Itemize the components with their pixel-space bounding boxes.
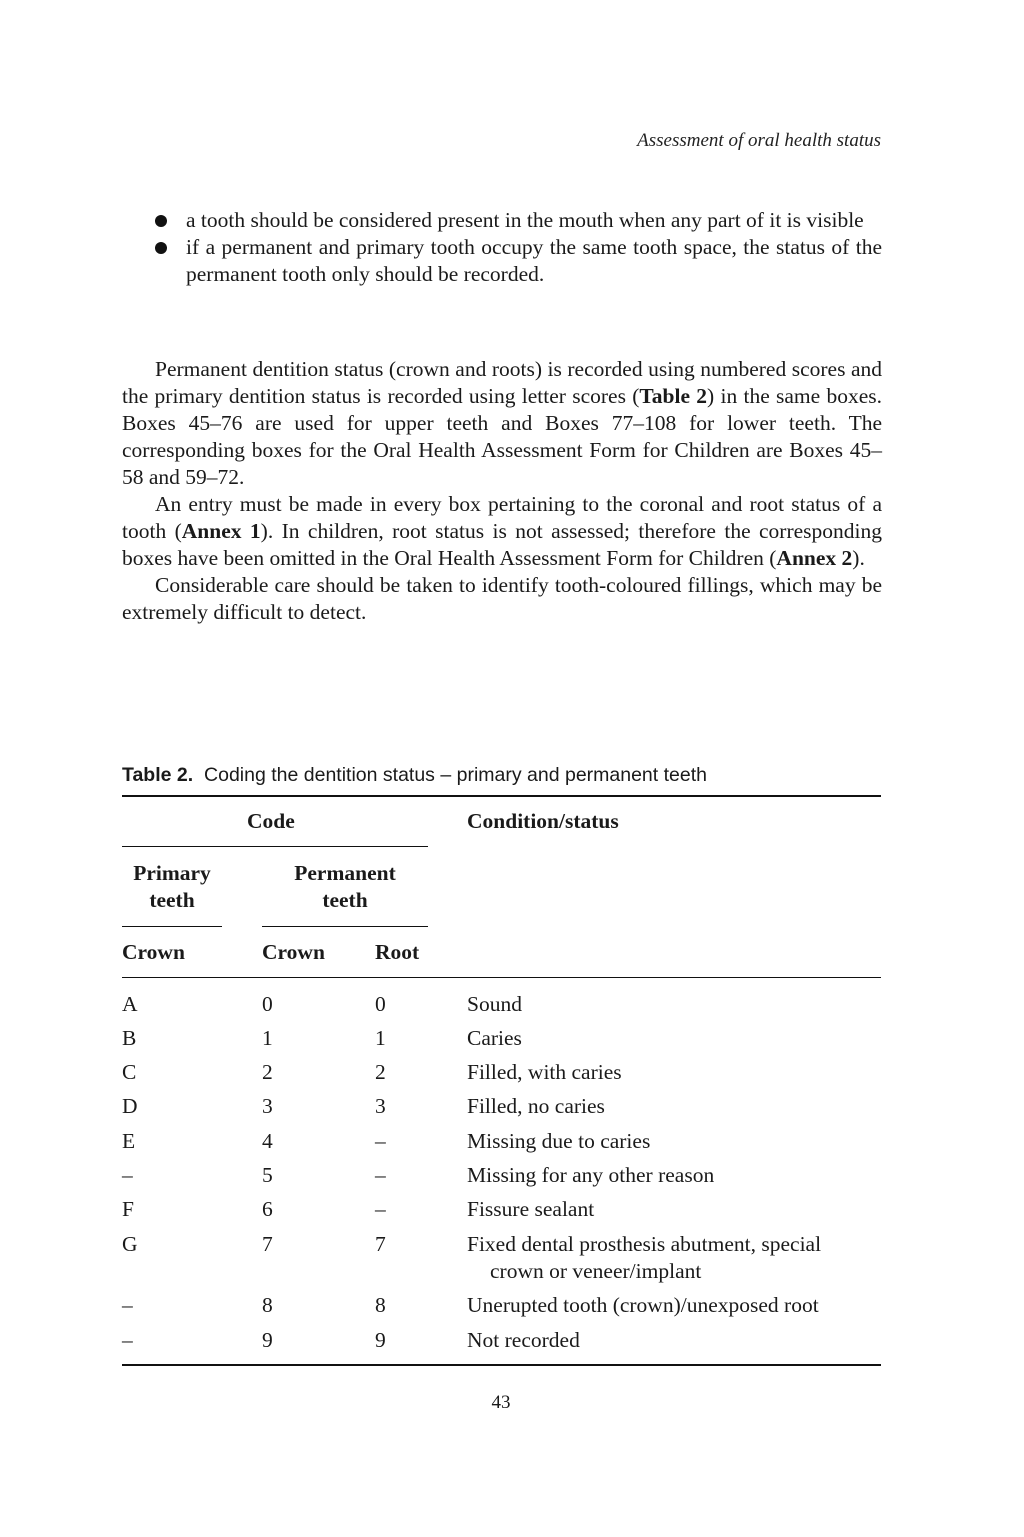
cell-crown: 8 <box>262 1293 273 1317</box>
paragraph-text: ) in the same boxes. Boxes 45–76 are used for upper teeth and Boxes 77–108 for lower teeth. The corresponding boxes for the Oral Health Assessment Form for Children are Boxes 45–58 and 59–72. <box>122 384 882 489</box>
bullet-text: a tooth should be considered present in the mouth when any part of it is visible <box>186 208 864 232</box>
header-permanent-line2: teeth <box>322 888 368 912</box>
bullet-text: if a permanent and primary tooth occupy the same tooth space, the status of the permanent tooth only should be recorded. <box>186 235 882 286</box>
table-reference: Table 2 <box>639 384 708 408</box>
cell-status: Fissure sealant <box>467 1197 595 1221</box>
paragraph <box>122 356 882 491</box>
table-caption-text: Coding the dentition status – primary and permanent teeth <box>204 764 707 786</box>
cell-root: 8 <box>375 1293 386 1317</box>
cell-primary: B <box>122 1026 137 1050</box>
cell-primary: D <box>122 1094 138 1118</box>
cell-crown: 5 <box>262 1163 273 1187</box>
cell-status: Caries <box>467 1026 522 1050</box>
page-number: 43 <box>491 1392 511 1413</box>
paragraph-text: Permanent dentition status (crown and roots) is recorded using numbered scores and the primary dentition status is recorded using letter scores ( <box>122 357 882 408</box>
header-condition: Condition/status <box>467 809 619 833</box>
cell-status-continuation: crown or veneer/implant <box>490 1259 702 1283</box>
cell-status: Unerupted tooth (crown)/unexposed root <box>467 1293 819 1317</box>
table-caption-label: Table 2. <box>122 764 194 786</box>
cell-status: Not recorded <box>467 1328 580 1352</box>
table-bottom-rule <box>122 1364 881 1366</box>
header-permanent-line1: Permanent <box>294 861 396 885</box>
cell-status: Missing due to caries <box>467 1129 651 1153</box>
cell-root: 3 <box>375 1094 386 1118</box>
cell-crown: 7 <box>262 1232 273 1256</box>
paragraph <box>122 491 882 572</box>
annex-reference: Annex 1 <box>181 519 261 543</box>
permanent-span-rule <box>262 926 428 927</box>
cell-crown: 6 <box>262 1197 273 1221</box>
bullet-dot-icon <box>155 242 167 254</box>
cell-primary: – <box>122 1328 133 1352</box>
cell-primary: F <box>122 1197 134 1221</box>
cell-primary: – <box>122 1293 133 1317</box>
cell-status: Filled, no caries <box>467 1094 605 1118</box>
cell-root: 2 <box>375 1060 386 1084</box>
cell-root: 9 <box>375 1328 386 1352</box>
cell-primary: E <box>122 1129 136 1153</box>
table-header-rule <box>122 977 881 978</box>
cell-root: 0 <box>375 992 386 1016</box>
bullet-list <box>152 207 882 288</box>
table-top-rule <box>122 795 881 797</box>
header-root: Root <box>375 940 420 964</box>
cell-crown: 3 <box>262 1094 273 1118</box>
cell-crown: 4 <box>262 1129 273 1153</box>
cell-crown: 0 <box>262 992 273 1016</box>
paragraph-text: ). <box>852 546 865 570</box>
cell-root: – <box>375 1163 386 1187</box>
header-primary-line1: Primary <box>133 861 211 885</box>
cell-root: – <box>375 1129 386 1153</box>
paragraph-text: An entry must be made in every box pertaining to the coronal and root status of a tooth ( <box>122 492 882 543</box>
paragraph <box>122 572 882 626</box>
cell-status: Sound <box>467 992 522 1016</box>
cell-primary: C <box>122 1060 137 1084</box>
paragraph-text: Considerable care should be taken to identify tooth-coloured fillings, which may be extremely difficult to detect. <box>122 573 882 624</box>
cell-root: – <box>375 1197 386 1221</box>
cell-primary: G <box>122 1232 138 1256</box>
cell-primary: A <box>122 992 138 1016</box>
code-span-rule <box>122 846 428 847</box>
cell-root: 7 <box>375 1232 386 1256</box>
cell-status: Fixed dental prosthesis abutment, special <box>467 1232 822 1256</box>
annex-reference: Annex 2 <box>776 546 853 570</box>
cell-status: Filled, with caries <box>467 1060 622 1084</box>
header-crown-permanent: Crown <box>262 940 325 964</box>
bullet-item <box>152 234 882 288</box>
cell-crown: 9 <box>262 1328 273 1352</box>
cell-crown: 1 <box>262 1026 273 1050</box>
header-code: Code <box>247 809 295 833</box>
cell-crown: 2 <box>262 1060 273 1084</box>
cell-primary: – <box>122 1163 133 1187</box>
primary-span-rule <box>122 926 222 927</box>
running-header: Assessment of oral health status <box>637 130 881 151</box>
cell-root: 1 <box>375 1026 386 1050</box>
bullet-item <box>152 207 882 234</box>
body-text <box>122 356 882 626</box>
bullet-dot-icon <box>155 215 167 227</box>
header-crown-primary: Crown <box>122 940 185 964</box>
table-caption <box>122 764 707 787</box>
header-primary-line2: teeth <box>149 888 195 912</box>
cell-status: Missing for any other reason <box>467 1163 715 1187</box>
paragraph-text: ). In children, root status is not assessed; therefore the corresponding boxes have been omitted in the Oral Health Assessment Form for Children ( <box>122 519 883 570</box>
